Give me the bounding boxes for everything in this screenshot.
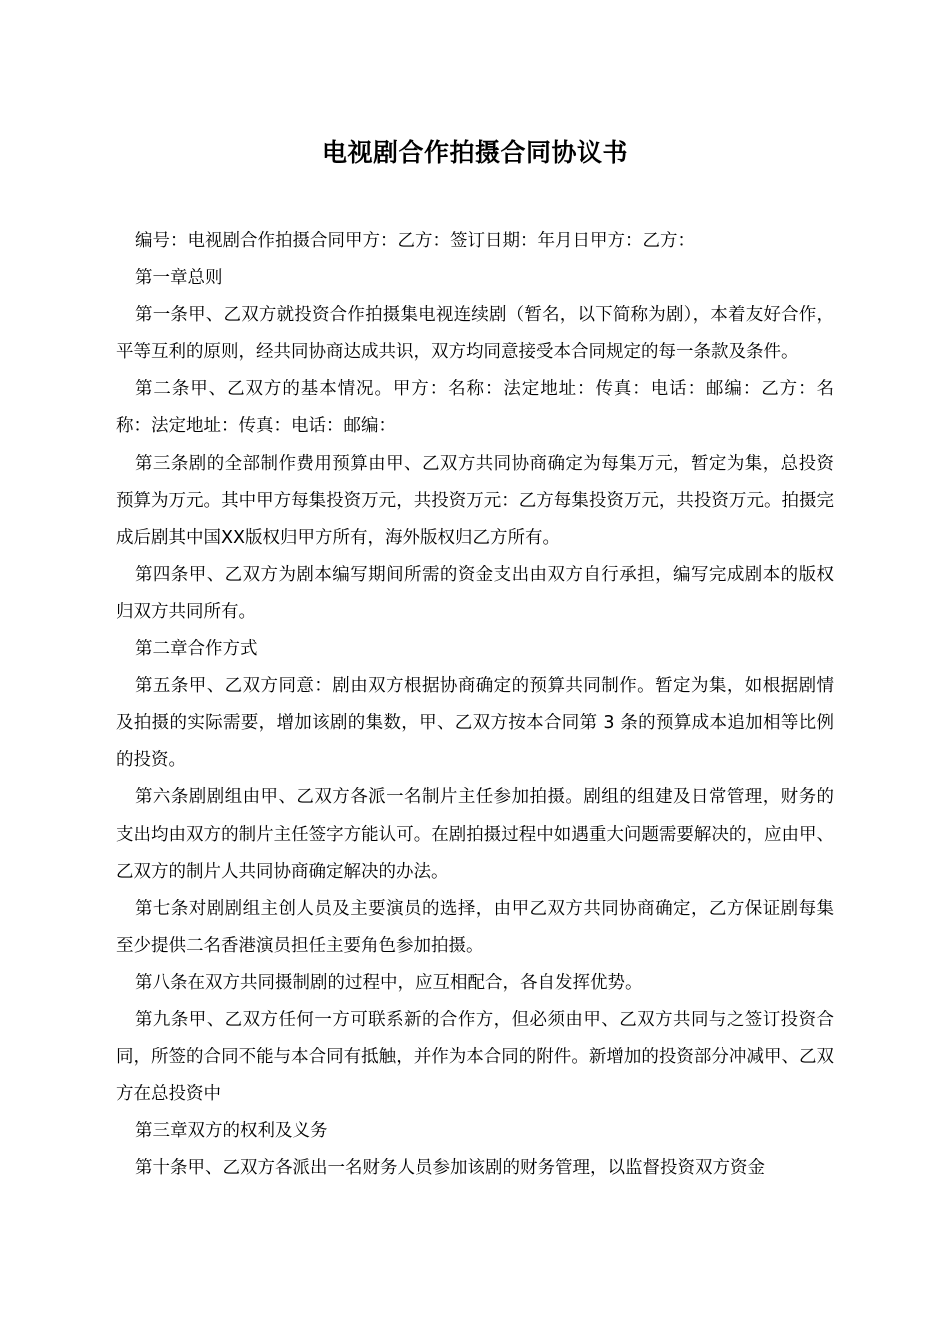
- chapter-heading: 第一章总则: [135, 268, 223, 289]
- article-paragraph: 第三条剧的全部制作费用预算由甲、乙双方共同协商确定为每集万元，暂定为集，总投资预算为万元。其中甲方每集投资万元，共投资万元：乙方每集投资万元，共投资万元。拍摄完成后剧其中国XX版权归甲方所有，海外版权归乙方所有。: [116, 453, 834, 548]
- article-paragraph: 第一条甲、乙双方就投资合作拍摄集电视连续剧（暂名，以下简称为剧），本着友好合作，平等互利的原则，经共同协商达成共识，双方均同意接受本合同规定的每一条款及条件。: [116, 305, 834, 363]
- article-paragraph: 第十条甲、乙双方各派出一名财务人员参加该剧的财务管理，以监督投资双方资金: [135, 1158, 765, 1179]
- article-paragraph: 第七条对剧剧组主创人员及主要演员的选择，由甲乙双方共同协商确定，乙方保证剧每集至少提供二名香港演员担任主要角色参加拍摄。: [116, 898, 834, 956]
- document-title: 电视剧合作拍摄合同协议书: [321, 138, 628, 167]
- article-paragraph: 第二条甲、乙双方的基本情况。甲方：名称：法定地址：传真：电话：邮编：乙方：名称：法定地址：传真：电话：邮编：: [116, 379, 834, 437]
- article-paragraph: 第九条甲、乙双方任何一方可联系新的合作方，但必须由甲、乙双方共同与之签订投资合同，所签的合同不能与本合同有抵触，并作为本合同的附件。新增加的投资部分冲减甲、乙双方在总投资中: [116, 1009, 834, 1105]
- article-paragraph: 第八条在双方共同摄制剧的过程中，应互相配合，各自发挥优势。: [135, 972, 643, 993]
- article-paragraph: 第五条甲、乙双方同意：剧由双方根据协商确定的预算共同制作。暂定为集，如根据剧情及拍摄的实际需要，增加该剧的集数，甲、乙双方按本合同第 3 条的预算成本追加相等比例的投资。: [116, 676, 834, 771]
- document-body: [116, 223, 834, 1187]
- chapter-heading: 第二章合作方式: [135, 639, 258, 660]
- article-paragraph: 第六条剧剧组由甲、乙双方各派一名制片主任参加拍摄。剧组的组建及日常管理，财务的支出均由双方的制片主任签字方能认可。在剧拍摄过程中如遇重大问题需要解决的，应由甲、乙双方的制片人共同协商确定解决的办法。: [116, 787, 834, 882]
- contract-header-line: 编号：电视剧合作拍摄合同甲方：乙方：签订日期：年月日甲方：乙方：: [135, 231, 695, 251]
- article-paragraph: 第四条甲、乙双方为剧本编写期间所需的资金支出由双方自行承担，编写完成剧本的版权归双方共同所有。: [116, 564, 834, 622]
- chapter-heading: 第三章双方的权利及义务: [135, 1121, 328, 1142]
